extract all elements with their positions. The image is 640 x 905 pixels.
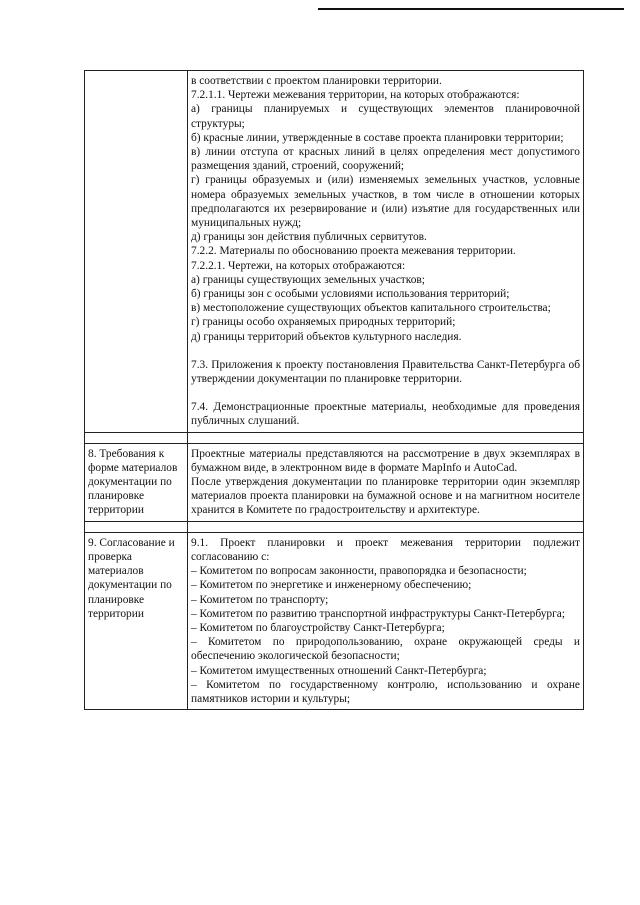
table-row bbox=[85, 443, 584, 521]
header-rule bbox=[318, 8, 624, 10]
list-item: – Комитетом по вопросам законности, правопорядка и безопасности; bbox=[191, 565, 527, 578]
paragraph: д) границы территорий объектов культурного наследия. bbox=[191, 330, 462, 343]
paragraph: д) границы зон действия публичных сервитутов. bbox=[191, 231, 427, 244]
paragraph: в) местоположение существующих объектов капитального строительства; bbox=[191, 302, 551, 315]
paragraph: в) линии отступа от красных линий в целях определения мест допустимого размещения зданий, строений, сооружений; bbox=[191, 146, 580, 173]
item-7-3: 7.3. Приложения к проекту постановления Правительства Санкт-Петербурга об утверждении документации по планировке территории. bbox=[191, 358, 580, 386]
paragraph: 9.1. Проект планировки и проект межевания территории подлежит согласованию с: bbox=[191, 536, 580, 563]
spacer-row bbox=[85, 432, 584, 443]
list-item: – Комитетом по развитию транспортной инфраструктуры Санкт-Петербурга; bbox=[191, 607, 566, 620]
list-item: – Комитетом по государственному контролю, использованию и охране памятников истории и культуры; bbox=[191, 678, 580, 705]
paragraph: 7.2.2. Материалы по обоснованию проекта межевания территории. bbox=[191, 245, 516, 258]
paragraph: а) границы планируемых и существующих элементов планировочной структуры; bbox=[191, 103, 580, 130]
row8-content-cell bbox=[188, 443, 584, 521]
paragraph: а) границы существующих земельных участков; bbox=[191, 273, 425, 286]
paragraph: г) границы особо охраняемых природных территорий; bbox=[191, 316, 456, 329]
row9-label: 9. Согласование и проверка материалов документации по планировке территории bbox=[85, 532, 188, 709]
table-row bbox=[85, 71, 584, 433]
paragraph: Проектные материалы представляются на рассмотрение в двух экземплярах в бумажном виде, в электронном виде в формате MapInfo и AutoCad. bbox=[191, 447, 580, 474]
requirements-table bbox=[84, 70, 584, 710]
list-item: – Комитетом по благоустройству Санкт-Петербурга; bbox=[191, 621, 445, 634]
paragraph: б) красные линии, утвержденные в составе проекта планировки территории; bbox=[191, 131, 564, 144]
row7-label-cell bbox=[85, 71, 188, 433]
row8-label: 8. Требования к форме материалов документации по планировке территории bbox=[85, 443, 188, 521]
paragraph: г) границы образуемых и (или) изменяемых земельных участков, условные номера образуемых земельных участков, в том числе в отношении которых предполагаются их резервирование и (или) изъятие для государственных или муниципальных нужд; bbox=[191, 174, 580, 230]
paragraph: в соответствии с проектом планировки территории. bbox=[191, 75, 442, 87]
spacer-row bbox=[85, 521, 584, 532]
paragraph: После утверждения документации по планировке территории один экземпляр материалов проекта планировки на бумажной основе и на магнитном носителе хранится в Комитете по градостроительству и архитектуре. bbox=[191, 476, 580, 517]
list-item: – Комитетом имущественных отношений Санкт-Петербурга; bbox=[191, 664, 487, 677]
list-item: – Комитетом по транспорту; bbox=[191, 593, 329, 606]
paragraph: 7.2.1.1. Чертежи межевания территории, на которых отображаются: bbox=[191, 89, 520, 102]
row7-content-cell bbox=[188, 71, 584, 433]
paragraph: б) границы зон с особыми условиями использования территорий; bbox=[191, 288, 510, 301]
list-item: – Комитетом по энергетике и инженерному обеспечению; bbox=[191, 579, 472, 592]
table-row bbox=[85, 532, 584, 709]
list-item: – Комитетом по природопользованию, охране окружающей среды и обеспечению экологической безопасности; bbox=[191, 636, 580, 663]
item-7-4: 7.4. Демонстрационные проектные материалы, необходимые для проведения публичных слушаний. bbox=[191, 401, 580, 428]
paragraph: 7.2.2.1. Чертежи, на которых отображаются: bbox=[191, 259, 406, 272]
row9-content-cell bbox=[188, 532, 584, 709]
